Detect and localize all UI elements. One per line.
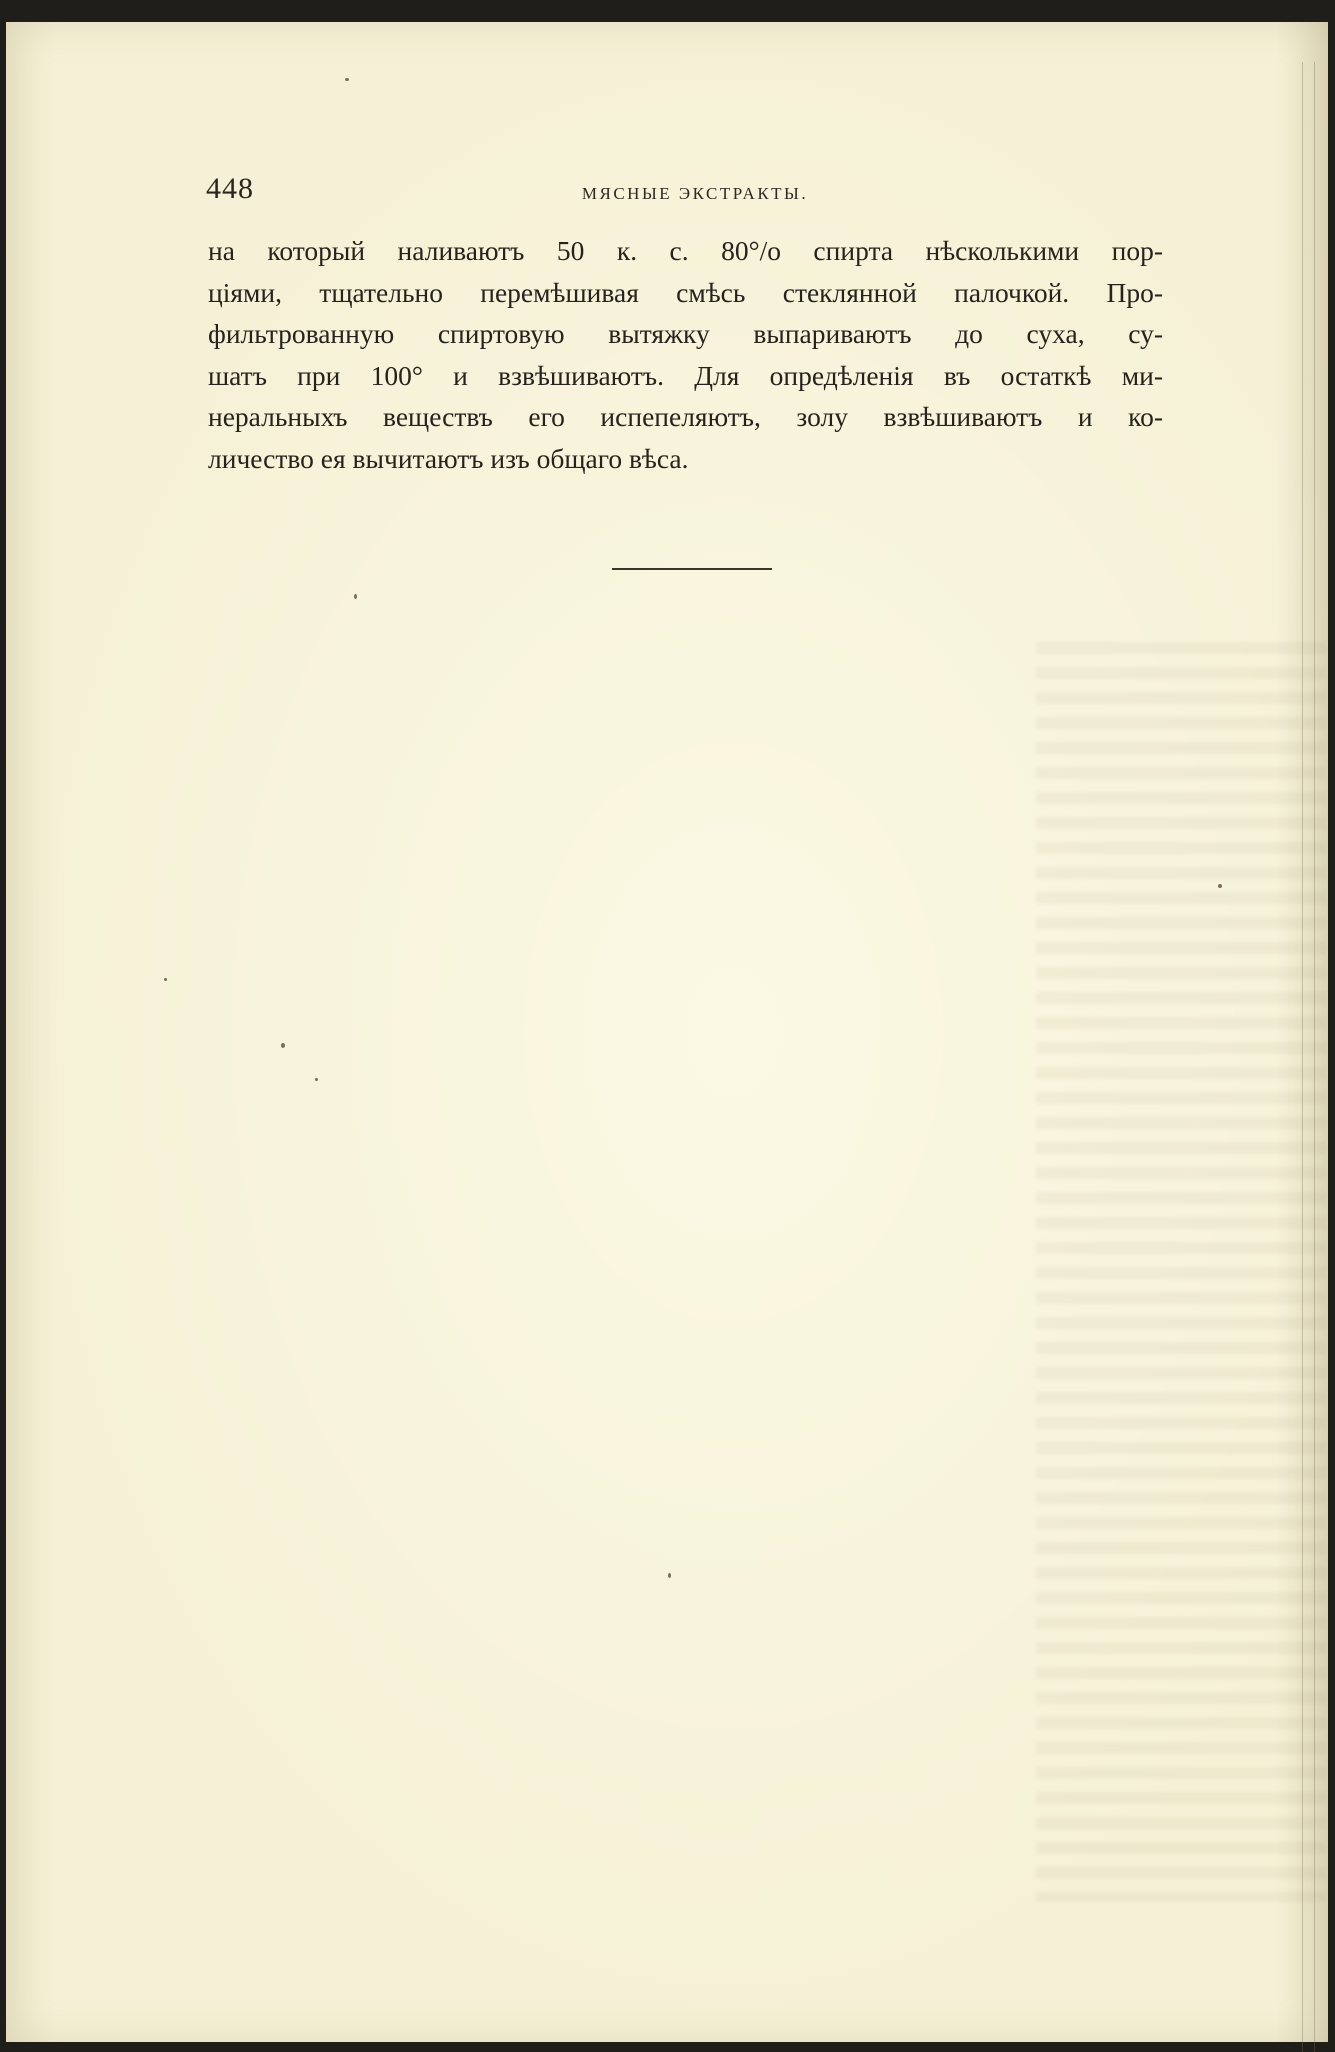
paper-speck [668,1573,671,1578]
text-line: неральныхъ веществъ его испепеляютъ, золу взвѣшиваютъ и ко- [208,401,1163,432]
page-number: 448 [206,172,254,205]
page-edge-line [1314,62,1315,2052]
text-line: личество ея вычитаютъ изъ общаго вѣса. [208,442,689,474]
paper-speck [281,1043,285,1048]
text-line: фильтрованную спиртовую вытяжку выпариваютъ до суха, су- [208,318,1163,349]
body-paragraph [208,230,1163,479]
text-line: шатъ при 100° и взвѣшиваютъ. Для опредѣленія въ остаткѣ ми- [208,359,1163,391]
text-line: на который наливаютъ 50 к. с. 80°/о спирта нѣсколькими пор- [208,235,1163,266]
paper-speck [315,1078,318,1081]
section-end-rule [612,568,772,570]
text-line: ціями, тщательно перемѣшивая смѣсь стеклянной палочкой. Про- [208,276,1163,308]
running-head: МЯСНЫЕ ЭКСТРАКТЫ. [581,184,809,203]
page-edge-line [1302,62,1303,2052]
show-through-text [1036,642,1326,1902]
paper-speck [345,78,349,81]
paper-speck [164,978,167,981]
paper-speck [1218,884,1222,888]
paper-speck [354,594,357,599]
